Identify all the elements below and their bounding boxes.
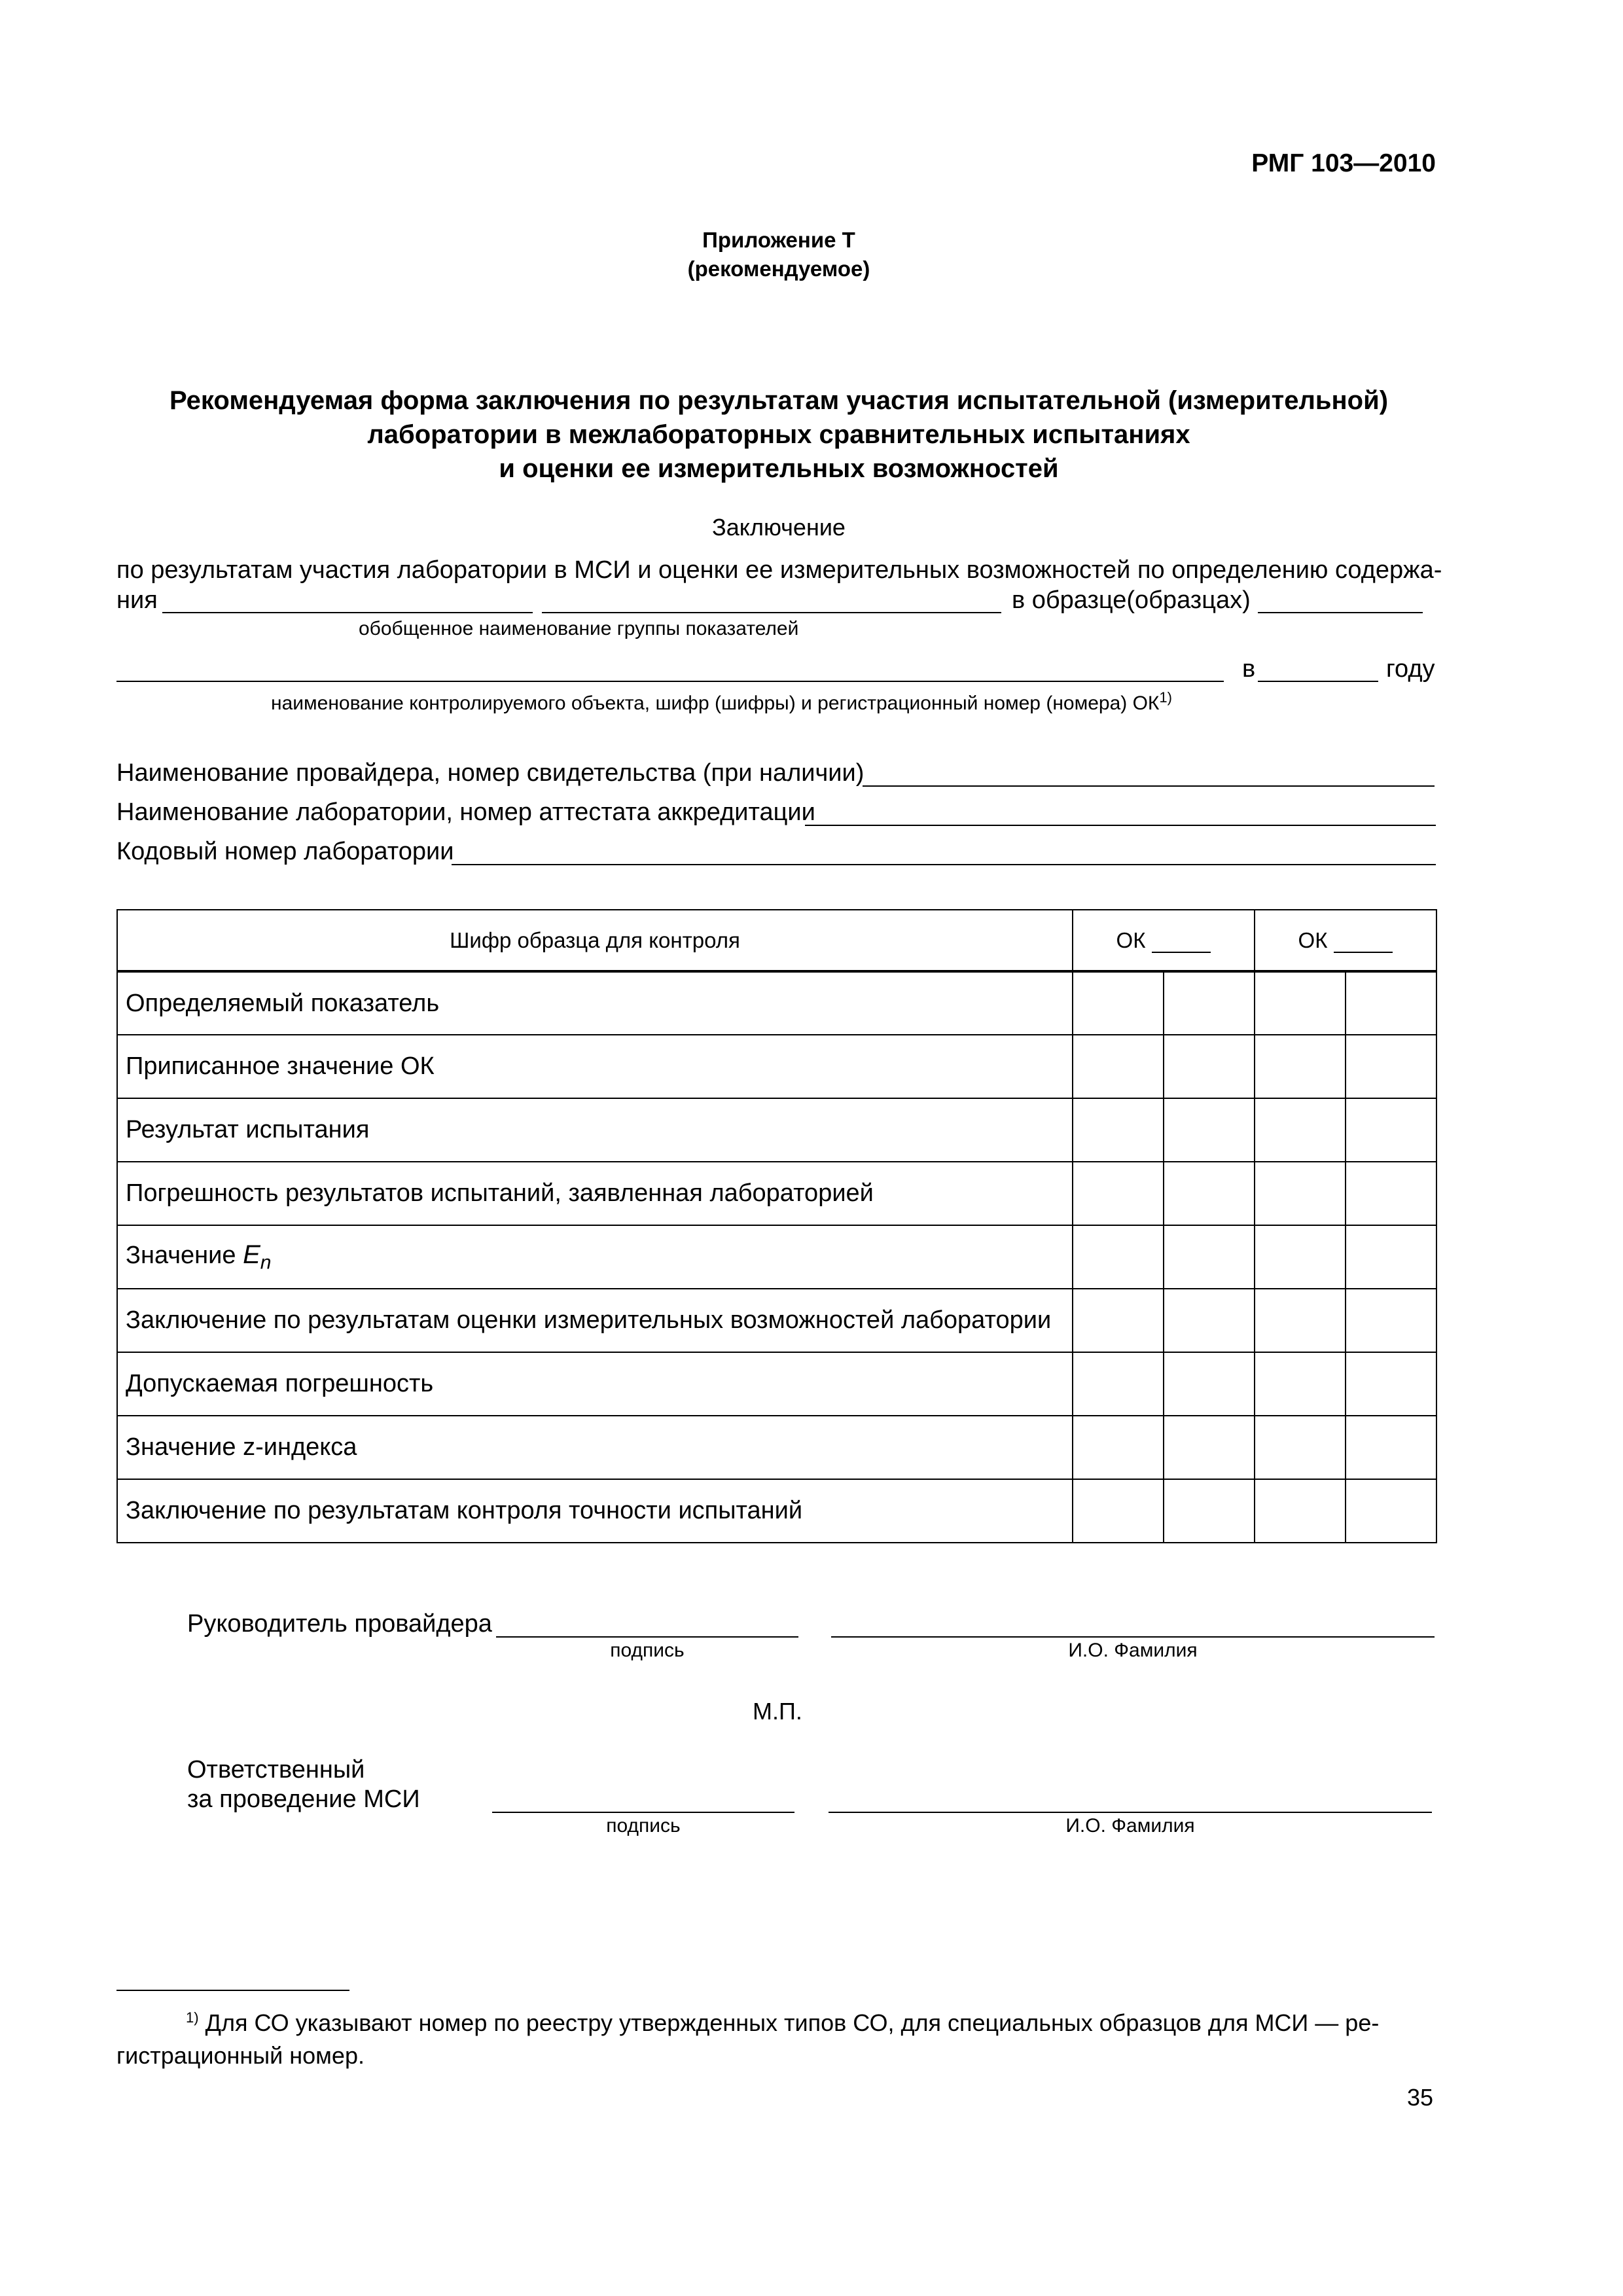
laboratory-label: Наименование лаборатории, номер аттестата аккредитации bbox=[116, 798, 815, 826]
blank-line-object[interactable] bbox=[116, 681, 1224, 682]
ok-input-2[interactable] bbox=[1334, 932, 1393, 953]
table-cell[interactable] bbox=[1346, 1162, 1436, 1225]
table-row bbox=[117, 1162, 1436, 1225]
table-cell[interactable] bbox=[1073, 1352, 1164, 1416]
ok-label-1: ОК bbox=[1116, 927, 1146, 952]
table-row bbox=[117, 1289, 1436, 1352]
table-cell[interactable] bbox=[1346, 1225, 1436, 1289]
provider-label: Наименование провайдера, номер свидетельства (при наличии) bbox=[116, 759, 865, 787]
responsible-name-caption: И.О. Фамилия bbox=[1065, 1815, 1195, 1837]
responsible-label-line2: за проведение МСИ bbox=[187, 1785, 420, 1813]
appendix-title: Приложение Т bbox=[702, 228, 855, 252]
en-symbol: E bbox=[243, 1240, 260, 1269]
row-label: Определяемый показатель bbox=[117, 971, 1073, 1035]
en-subscript: n bbox=[260, 1251, 272, 1274]
laboratory-input-line[interactable] bbox=[805, 825, 1436, 826]
table-cell[interactable] bbox=[1346, 1416, 1436, 1479]
table-cell[interactable] bbox=[1346, 971, 1436, 1035]
conclusion-heading: Заключение bbox=[712, 514, 846, 541]
row-label: Приписанное значение ОК bbox=[117, 1035, 1073, 1098]
document-code: РМГ 103—2010 bbox=[1251, 149, 1436, 177]
table-cell[interactable] bbox=[1164, 971, 1255, 1035]
provider-signature-line[interactable] bbox=[496, 1636, 798, 1638]
table-row bbox=[117, 1098, 1436, 1162]
ok-header-1 bbox=[1073, 910, 1255, 971]
conclusion-intro-line1: по результатам участия лаборатории в МСИ и оценки ее измерительных возможностей по определению содержа- bbox=[116, 556, 1442, 584]
table-row bbox=[117, 1035, 1436, 1098]
blank-line-samples[interactable] bbox=[1258, 612, 1423, 613]
provider-input-line[interactable] bbox=[863, 785, 1435, 787]
appendix-status: (рекомендуемое) bbox=[687, 257, 870, 281]
table-cell[interactable] bbox=[1346, 1352, 1436, 1416]
table-cell[interactable] bbox=[1073, 1416, 1164, 1479]
provider-signature-caption: подпись bbox=[610, 1640, 685, 1661]
form-title-line1: Рекомендуемая форма заключения по результатам участия испытательной (измерительной) bbox=[169, 386, 1389, 415]
stamp-label: М.П. bbox=[753, 1698, 802, 1725]
table-cell[interactable] bbox=[1255, 1416, 1346, 1479]
conclusion-intro-middle: в образце(образцах) bbox=[1012, 586, 1251, 614]
caption-group: обобщенное наименование группы показателей bbox=[359, 618, 799, 639]
blank-line-group-b[interactable] bbox=[542, 612, 1001, 613]
footnote-ref: 1) bbox=[1159, 689, 1172, 706]
table-cell[interactable] bbox=[1073, 1479, 1164, 1543]
table-row bbox=[117, 1225, 1436, 1289]
year-in-label: в bbox=[1242, 655, 1256, 683]
table-cell[interactable] bbox=[1346, 1289, 1436, 1352]
table-cell[interactable] bbox=[1164, 1162, 1255, 1225]
table-cell[interactable] bbox=[1164, 1352, 1255, 1416]
caption-object bbox=[271, 689, 1172, 715]
table-header-row bbox=[117, 910, 1436, 971]
table-cell[interactable] bbox=[1255, 1352, 1346, 1416]
footnote-line2: гистрационный номер. bbox=[116, 2042, 365, 2069]
footnote-marker: 1) bbox=[186, 2009, 199, 2026]
form-title-line3: и оценки ее измерительных возможностей bbox=[499, 454, 1059, 483]
table-cell[interactable] bbox=[1164, 1035, 1255, 1098]
table-row bbox=[117, 971, 1436, 1035]
row-label: Результат испытания bbox=[117, 1098, 1073, 1162]
ok-header-2 bbox=[1255, 910, 1436, 971]
results-table bbox=[116, 909, 1437, 1543]
table-cell[interactable] bbox=[1255, 1289, 1346, 1352]
table-cell[interactable] bbox=[1164, 1225, 1255, 1289]
row-label: Погрешность результатов испытаний, заявленная лабораторией bbox=[117, 1162, 1073, 1225]
table-cell[interactable] bbox=[1164, 1416, 1255, 1479]
table-cell[interactable] bbox=[1255, 1162, 1346, 1225]
table-row bbox=[117, 1416, 1436, 1479]
ok-input-1[interactable] bbox=[1152, 932, 1211, 953]
en-label: Значение bbox=[126, 1241, 236, 1269]
responsible-signature-caption: подпись bbox=[606, 1815, 681, 1837]
table-cell[interactable] bbox=[1346, 1098, 1436, 1162]
table-row bbox=[117, 1479, 1436, 1543]
table-cell[interactable] bbox=[1164, 1098, 1255, 1162]
provider-name-caption: И.О. Фамилия bbox=[1068, 1640, 1198, 1661]
table-cell[interactable] bbox=[1255, 1225, 1346, 1289]
table-cell[interactable] bbox=[1255, 1098, 1346, 1162]
blank-line-group-a[interactable] bbox=[162, 612, 533, 613]
footnote-separator bbox=[116, 1990, 349, 1991]
footnote-line1 bbox=[186, 2009, 1379, 2037]
table-row bbox=[117, 1352, 1436, 1416]
table-cell[interactable] bbox=[1073, 1225, 1164, 1289]
table-cell[interactable] bbox=[1346, 1035, 1436, 1098]
table-cell[interactable] bbox=[1255, 1479, 1346, 1543]
table-cell[interactable] bbox=[1073, 1162, 1164, 1225]
page-number: 35 bbox=[1407, 2084, 1434, 2111]
table-cell[interactable] bbox=[1164, 1479, 1255, 1543]
year-word-label: году bbox=[1386, 655, 1435, 683]
table-cell[interactable] bbox=[1255, 1035, 1346, 1098]
lab-code-label: Кодовый номер лаборатории bbox=[116, 838, 454, 865]
footnote-text: Для СО указывают номер по реестру утвержденных типов СО, для специальных образцов для МСИ — ре- bbox=[205, 2009, 1380, 2036]
responsible-signature-line[interactable] bbox=[492, 1812, 794, 1813]
table-cell[interactable] bbox=[1073, 1289, 1164, 1352]
form-title-line2: лаборатории в межлабораторных сравнительных испытаниях bbox=[367, 420, 1190, 449]
provider-name-line[interactable] bbox=[831, 1636, 1435, 1638]
lab-code-input-line[interactable] bbox=[452, 864, 1436, 865]
blank-line-year[interactable] bbox=[1258, 681, 1378, 682]
table-cell[interactable] bbox=[1073, 1035, 1164, 1098]
provider-head-label: Руководитель провайдера bbox=[187, 1610, 492, 1638]
table-cell[interactable] bbox=[1255, 971, 1346, 1035]
responsible-label-line1: Ответственный bbox=[187, 1756, 365, 1784]
row-label-en bbox=[117, 1225, 1073, 1289]
table-cell[interactable] bbox=[1346, 1479, 1436, 1543]
row-label: Значение z-индекса bbox=[117, 1416, 1073, 1479]
sample-code-header: Шифр образца для контроля bbox=[117, 910, 1073, 971]
row-label: Допускаемая погрешность bbox=[117, 1352, 1073, 1416]
table-cell[interactable] bbox=[1164, 1289, 1255, 1352]
row-label: Заключение по результатам оценки измерительных возможностей лаборатории bbox=[117, 1289, 1073, 1352]
responsible-name-line[interactable] bbox=[829, 1812, 1432, 1813]
ok-label-2: ОК bbox=[1298, 927, 1328, 952]
conclusion-intro-line2-start: ния bbox=[116, 586, 158, 614]
row-label: Заключение по результатам контроля точности испытаний bbox=[117, 1479, 1073, 1543]
table-cell[interactable] bbox=[1073, 971, 1164, 1035]
caption-object-text: наименование контролируемого объекта, шифр (шифры) и регистрационный номер (номера) ОК bbox=[271, 692, 1160, 714]
table-cell[interactable] bbox=[1073, 1098, 1164, 1162]
